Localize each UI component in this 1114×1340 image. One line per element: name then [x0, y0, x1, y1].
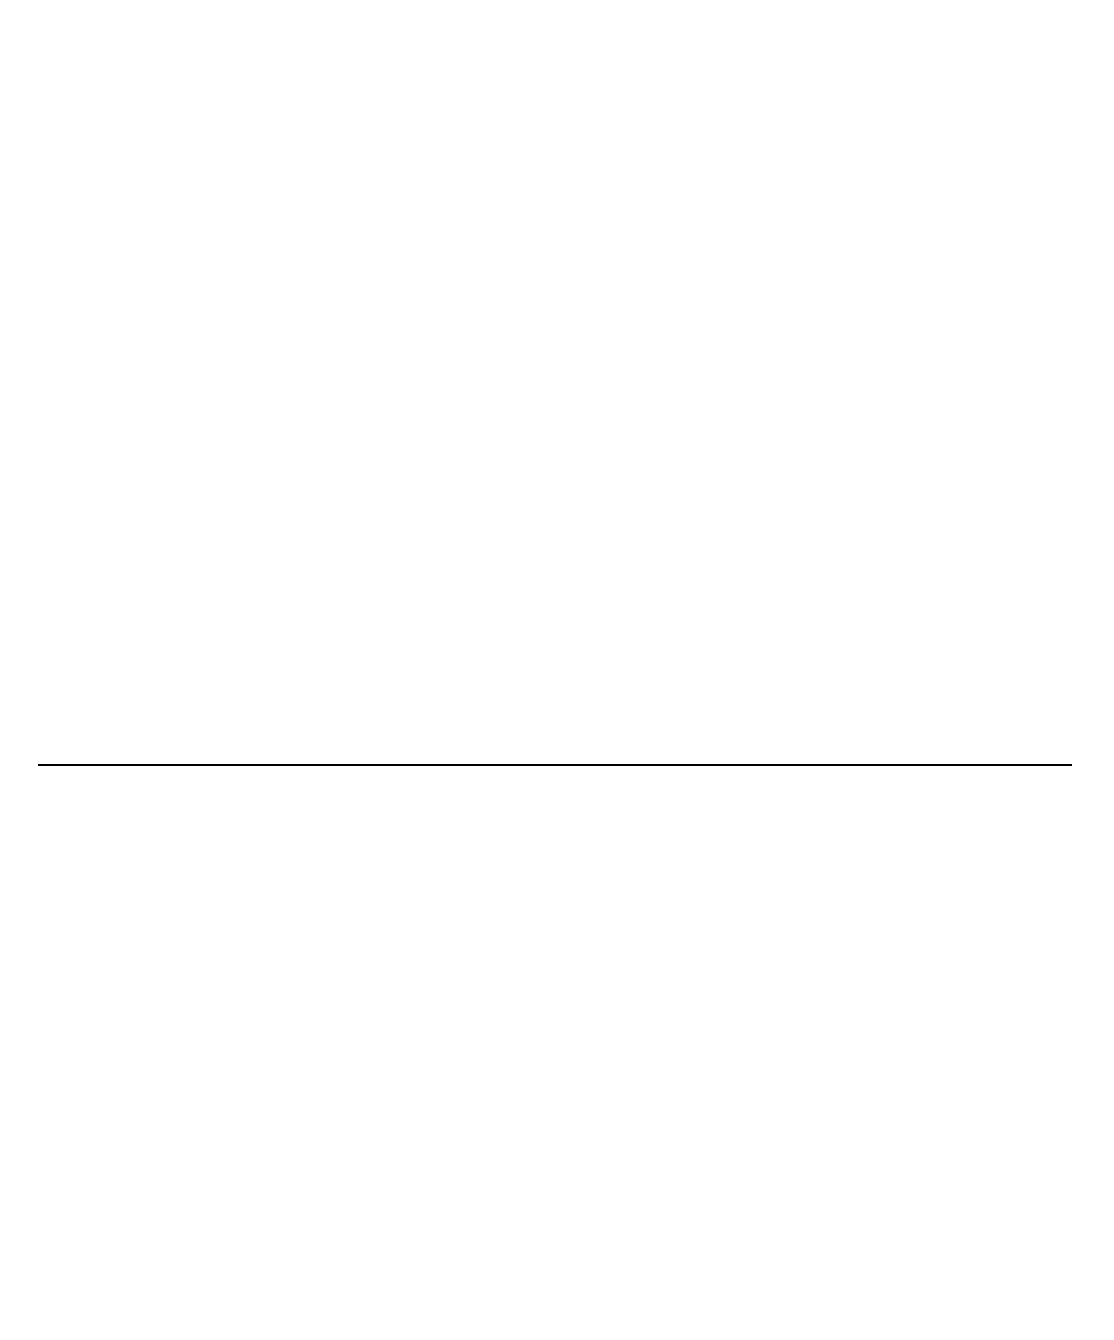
section-divider: [38, 764, 1072, 766]
ya-stations-grid: [38, 768, 1072, 1300]
zb-stations-grid: [38, 128, 1072, 758]
